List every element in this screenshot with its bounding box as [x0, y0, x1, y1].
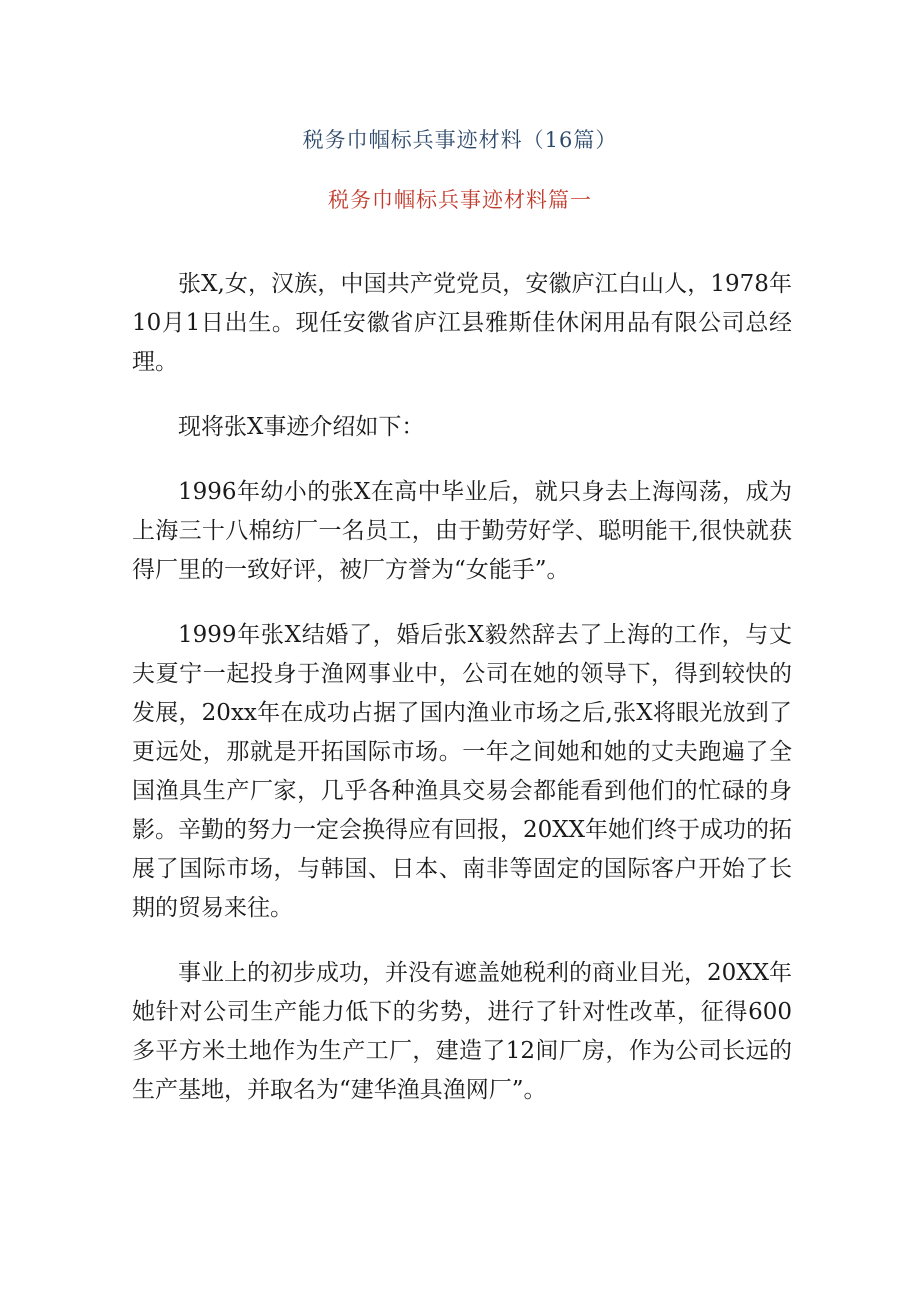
document-body	[132, 265, 792, 1136]
section-heading: 税务巾帼标兵事迹材料篇一	[328, 188, 592, 212]
paragraph-expansion: 事业上的初步成功，并没有遮盖她税利的商业目光，20XX年她针对公司生产能力低下的劣势，进行了针对性改革，征得600多平方米土地作为生产工厂，建造了12间厂房，作为公司长远的生产基地，并取名为“建华渔具渔网厂”。	[132, 960, 793, 1103]
paragraph-1999: 1999年张X结婚了，婚后张X毅然辞去了上海的工作，与丈夫夏宁一起投身于渔网事业中，公司在她的领导下，得到较快的发展，20xx年在成功占据了国内渔业市场之后,张X将眼光放到了更远处，那就是开拓国际市场。一年之间她和她的丈夫跑遍了全国渔具生产厂家，几乎各种渔具交易会都能看到他们的忙碌的身影。辛勤的努力一定会换得应有回报，20XX年她们终于成功的拓展了国际市场，与韩国、日本、南非等固定的国际客户开始了长期的贸易来往。	[132, 622, 793, 921]
paragraph-1996: 1996年幼小的张X在高中毕业后，就只身去上海闯荡，成为上海三十八棉纺厂一名员工，由于勤劳好学、聪明能干,很快就获得厂里的一致好评，被厂方誉为“女能手”。	[132, 479, 792, 583]
document-title: 税务巾帼标兵事迹材料（16篇）	[302, 128, 618, 152]
paragraph-lead-in: 现将张X事迹介绍如下：	[178, 414, 425, 440]
paragraph-intro: 张X,女，汉族，中国共产党党员，安徽庐江白山人，1978年10月1日出生。现任安徽省庐江县雅斯佳休闲用品有限公司总经理。	[132, 271, 792, 375]
